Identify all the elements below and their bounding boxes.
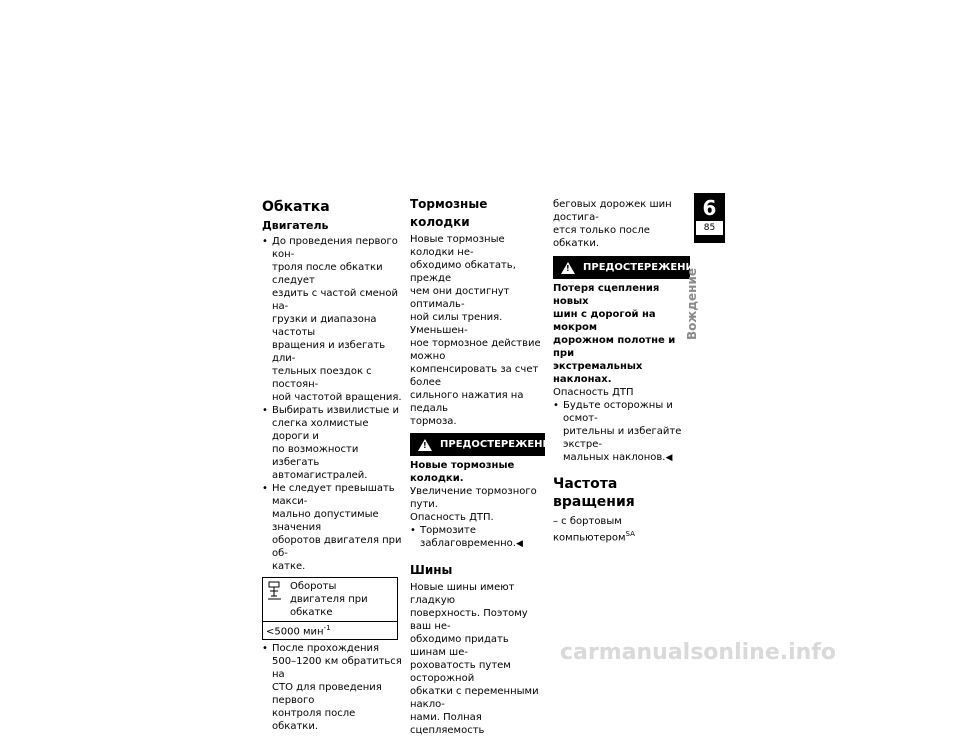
subsection-title-engine: Двигатель <box>262 219 329 232</box>
warning-text: Увеличение тормозного пути. Опасность ДТП. <box>410 486 537 523</box>
warning-bullet-text: Тормозите заблаговременно. <box>420 525 516 549</box>
rpm-line-text: – с бортовым компьютером <box>553 516 626 544</box>
warning-label: ПРЕДОСТЕРЕЖЕНИЕ <box>583 262 701 273</box>
spec-value-unit-exponent: -1 <box>323 624 331 632</box>
end-mark-icon: ◀ <box>665 453 673 463</box>
warning-text: Опасность ДТП <box>553 387 634 398</box>
warning-triangle-icon: ! <box>561 262 575 274</box>
spec-value-cell <box>263 622 398 640</box>
section-title-tires: Шины <box>410 563 453 577</box>
warning-title: Потеря сцепления новых шин с дорогой на мокром дорожном полотне и при экстремальных наклонах. <box>553 283 676 385</box>
chapter-number: 6 <box>702 196 717 220</box>
tires-paragraph: Новые шины имеют гладкую поверхность. Поэтому ваш не- обходимо придать шинам ше- роховатость путем осторожной обкатки с переменными накло- нами. Полная сцепляемость <box>410 582 539 736</box>
page-number: 85 <box>696 221 723 235</box>
spec-header-text: Обороты двигателя при обкатке <box>290 581 368 618</box>
list-item: • Не следует превышать макси- мально допустимые значения оборотов двигателя при об- катке. <box>262 482 402 573</box>
warning-label: ПРЕДОСТЕРЕЖЕНИЕ <box>440 439 558 450</box>
list-item: • Выбирать извилистые и слегка холмистые дороги и по возможности избегать автомагистралей. <box>262 404 402 482</box>
tires-paragraph-continued: беговых дорожек шин достига- ется только после обкатки. <box>553 199 672 249</box>
warning-bullet-list <box>410 524 545 551</box>
chapter-tab <box>694 193 725 243</box>
rpm-line-sup: SA <box>625 530 635 538</box>
warning-triangle-icon: ! <box>418 439 432 451</box>
list-item: • До проведения первого кон- троля после обкатки следует ездить с частой сменой на- грузки и диапазона частоты вращения и избегать дли- тельных поездок с постоян- ной частотой вращения. <box>262 235 402 404</box>
chapter-side-title: Вождение <box>685 268 699 340</box>
engine-bullet-list <box>262 235 402 573</box>
warning-banner <box>553 256 701 279</box>
section-title-break-in: Обкатка <box>262 199 330 215</box>
engine-speed-icon <box>266 580 286 602</box>
rpm-line <box>553 515 690 544</box>
section-title-rpm: Частота вращения <box>553 476 635 510</box>
watermark-text: carmanualsonline.info <box>560 640 836 665</box>
list-item: • После прохождения 500–1200 км обратиться на СТО для проведения первого контроля после обкатки. <box>262 642 402 733</box>
list-item <box>553 399 690 465</box>
warning-title: Новые тормозные колодки. <box>410 460 515 484</box>
brake-pads-paragraph: Новые тормозные колодки не- обходимо обкатать, прежде чем они достигнут оптималь- ной силы трения. Уменьшен- ное тормозное действие можно компенсировать за счет более сильного нажатия на педаль тормоза. <box>410 234 541 427</box>
engine-bullet-list-2 <box>262 642 402 733</box>
spec-header-cell <box>263 578 398 622</box>
list-item <box>410 524 545 551</box>
end-mark-icon: ◀ <box>515 539 523 549</box>
rpm-spec-table <box>262 577 398 640</box>
column-1 <box>262 198 402 733</box>
warning-banner <box>410 433 558 456</box>
spec-value-text: <5000 мин <box>266 626 324 638</box>
warning-bullet-list <box>553 399 690 465</box>
warning-bullet-text: Будьте осторожны и осмот- рительны и избегайте экстре- мальных наклонов. <box>563 400 682 463</box>
section-title-brake-pads: Тормозные колодки <box>410 197 488 229</box>
column-2 <box>410 195 558 737</box>
